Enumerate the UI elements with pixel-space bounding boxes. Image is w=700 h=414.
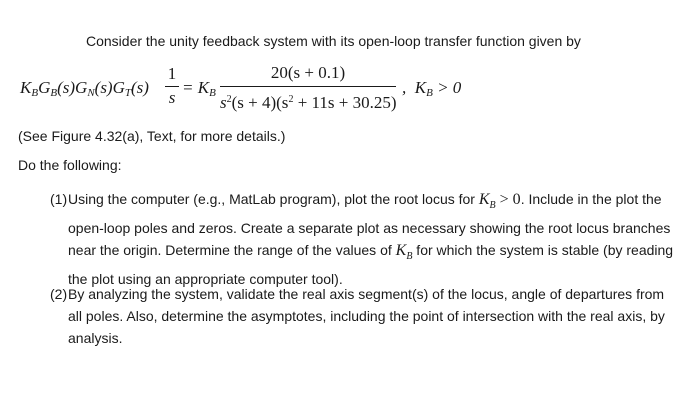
equation-fraction-1-over-s — [165, 64, 179, 107]
transfer-function-equation — [20, 62, 640, 118]
inline-math-kb-positive: $K_B > 0$ — [478, 191, 521, 212]
item-text: By analyzing the system, validate the real axis segment(s) of the locus, angle of departures from all poles. Also, determine the asymptotes, including the point of intersection with the real axis, by analysis. — [68, 286, 665, 346]
equation-main-fraction — [220, 62, 396, 111]
item-text: Using the computer (e.g., MatLab program), plot the root locus for — [68, 191, 479, 207]
instructions-heading: Do the following: — [18, 157, 122, 173]
item-number: (1) — [50, 191, 68, 207]
equation-lhs: $K_BG_B(s)G_N(s)G_T(s)$ — [20, 78, 149, 99]
item-text: for which the system is stable (by reading the plot using an appropriate computer tool). — [68, 242, 674, 288]
fraction-denominator: s — [168, 88, 176, 107]
main-fraction-numerator: 20(s + 0.1) — [270, 63, 346, 82]
inline-math-kb: $K_B$ — [395, 242, 413, 263]
intro-text: Consider the unity feedback system with its open-loop transfer function given by — [86, 33, 581, 49]
list-item — [50, 283, 680, 349]
main-fraction-denominator: $s^2(s + 4)(s^2 + 11s + 30.25)$ — [220, 93, 397, 112]
list-item — [50, 188, 680, 290]
fraction-numerator: 1 — [167, 64, 177, 83]
equation-gain: = $K_B$ — [182, 78, 216, 99]
item-text: . Include in the plot the open-loop poles and zeros. Create a separate plot as necessary showing the root locus branches near the origin. Determine the range of the values of — [68, 191, 671, 259]
equation-condition: , $K_B > 0$ — [402, 78, 462, 99]
figure-reference: (See Figure 4.32(a), Text, for more details.) — [18, 128, 286, 144]
item-number: (2) — [50, 286, 68, 302]
